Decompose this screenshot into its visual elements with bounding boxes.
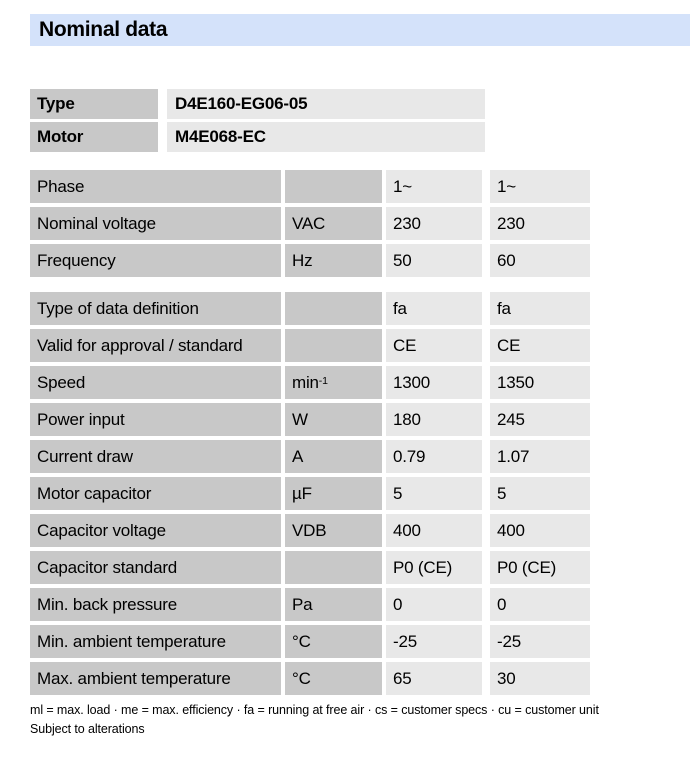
table-row (30, 625, 590, 658)
row-label-cell: Max. ambient temperature (30, 662, 281, 695)
row-value2-cell: P0 (CE) (490, 551, 590, 584)
header-row-value: D4E160-EG06-05 (167, 89, 485, 119)
row-label-cell: Speed (30, 366, 281, 399)
row-label-cell: Power input (30, 403, 281, 436)
footer-note: Subject to alterations (30, 721, 145, 736)
table-section-1 (30, 170, 590, 277)
header-table-row (30, 89, 485, 119)
row-unit-cell: Hz (285, 244, 382, 277)
row-unit-cell (285, 329, 382, 362)
row-value2-cell: 1350 (490, 366, 590, 399)
row-value2-cell: 30 (490, 662, 590, 695)
row-value1-cell: 1300 (386, 366, 482, 399)
table-row (30, 588, 590, 621)
row-label-cell: Frequency (30, 244, 281, 277)
row-value1-cell: 5 (386, 477, 482, 510)
row-unit-cell (285, 170, 382, 203)
row-value1-cell: fa (386, 292, 482, 325)
row-value2-cell: -25 (490, 625, 590, 658)
row-value1-cell: -25 (386, 625, 482, 658)
row-value2-cell: fa (490, 292, 590, 325)
row-unit-cell: VAC (285, 207, 382, 240)
row-unit-cell: VDB (285, 514, 382, 547)
row-label-cell: Min. back pressure (30, 588, 281, 621)
row-unit-cell: µF (285, 477, 382, 510)
row-label-cell: Motor capacitor (30, 477, 281, 510)
row-value2-cell: 230 (490, 207, 590, 240)
row-value1-cell: 230 (386, 207, 482, 240)
table-row (30, 244, 590, 277)
table-row (30, 403, 590, 436)
row-unit-cell: °C (285, 662, 382, 695)
row-label-cell: Capacitor standard (30, 551, 281, 584)
row-unit-cell (285, 292, 382, 325)
row-label-cell: Valid for approval / standard (30, 329, 281, 362)
row-unit-cell: min $^{-1}$ (285, 366, 382, 399)
table-row (30, 207, 590, 240)
row-unit-cell: °C (285, 625, 382, 658)
row-unit-cell: Pa (285, 588, 382, 621)
row-value2-cell: 400 (490, 514, 590, 547)
row-value1-cell: 400 (386, 514, 482, 547)
row-value2-cell: 1~ (490, 170, 590, 203)
table-row (30, 440, 590, 473)
row-value1-cell: CE (386, 329, 482, 362)
row-label-cell: Min. ambient temperature (30, 625, 281, 658)
table-row (30, 366, 590, 399)
table-row (30, 170, 590, 203)
table-row (30, 514, 590, 547)
row-value2-cell: 5 (490, 477, 590, 510)
row-label-cell: Phase (30, 170, 281, 203)
header-table (30, 89, 485, 152)
row-unit-cell: W (285, 403, 382, 436)
header-table-row (30, 122, 485, 152)
row-value1-cell: 180 (386, 403, 482, 436)
row-label-cell: Type of data definition (30, 292, 281, 325)
row-value2-cell: CE (490, 329, 590, 362)
row-value1-cell: P0 (CE) (386, 551, 482, 584)
main-table (30, 170, 590, 695)
table-row (30, 292, 590, 325)
row-value1-cell: 50 (386, 244, 482, 277)
footer-legend: ml = max. load · me = max. efficiency · fa = running at free air · cs = customer specs · cu = customer unit (30, 703, 599, 717)
section-title-bar (30, 14, 690, 46)
footer (30, 701, 670, 739)
row-value2-cell: 0 (490, 588, 590, 621)
table-row (30, 551, 590, 584)
table-row (30, 329, 590, 362)
row-unit-cell: A (285, 440, 382, 473)
row-label-cell: Nominal voltage (30, 207, 281, 240)
row-value1-cell: 0.79 (386, 440, 482, 473)
row-value1-cell: 0 (386, 588, 482, 621)
row-value2-cell: 245 (490, 403, 590, 436)
table-row (30, 662, 590, 695)
row-value2-cell: 60 (490, 244, 590, 277)
row-value1-cell: 65 (386, 662, 482, 695)
header-row-value: M4E068-EC (167, 122, 485, 152)
row-unit-cell (285, 551, 382, 584)
header-row-label: Motor (30, 122, 158, 152)
page-title: Nominal data (39, 18, 168, 41)
row-label-cell: Capacitor voltage (30, 514, 281, 547)
table-row (30, 477, 590, 510)
table-section-2 (30, 292, 590, 695)
row-label-cell: Current draw (30, 440, 281, 473)
row-value1-cell: 1~ (386, 170, 482, 203)
row-value2-cell: 1.07 (490, 440, 590, 473)
header-row-label: Type (30, 89, 158, 119)
